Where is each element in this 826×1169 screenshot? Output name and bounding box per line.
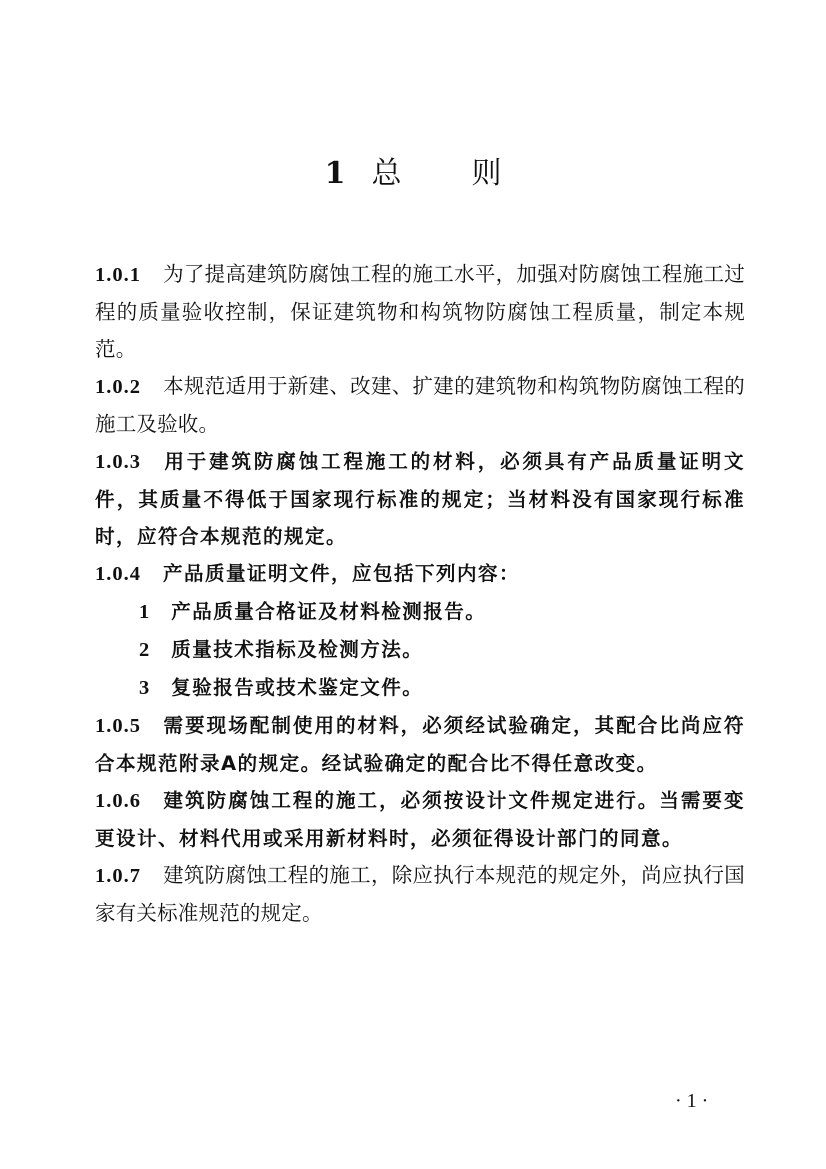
chapter-title-part1: 总: [371, 156, 402, 191]
clause-number: 1.0.3: [95, 451, 141, 473]
clause-text: 本规范适用于新建、改建、扩建的建筑物和构筑物防腐蚀工程的施工及验收。: [95, 374, 745, 436]
clause-text: 建筑防腐蚀工程的施工，必须按设计文件规定进行。当需要变更设计、材料代用或采用新材料时，必须征得设计部门的同意。: [95, 789, 745, 850]
chapter-title-part2: 则: [471, 156, 502, 191]
clauses-body: [95, 256, 745, 932]
clause-number: 1.0.7: [95, 865, 141, 887]
clause-text: 需要现场配制使用的材料，必须经试验确定，其配合比尚应符合本规范附录A的规定。经试验确定的配合比不得任意改变。: [95, 714, 745, 775]
clause-text: 用于建筑防腐蚀工程施工的材料，必须具有产品质量证明文件，其质量不得低于国家现行标准的规定；当材料没有国家现行标准时，应符合本规范的规定。: [95, 450, 745, 548]
item-text: 产品质量合格证及材料检测报告。: [171, 600, 487, 623]
clause-text: 建筑防腐蚀工程的施工，除应执行本规范的规定外，尚应执行国家有关标准规范的规定。: [95, 863, 745, 925]
list-item: [95, 593, 745, 631]
clause-number: 1.0.6: [95, 790, 141, 812]
clause-number: 1.0.1: [95, 264, 141, 286]
list-item: [95, 631, 745, 669]
item-text: 质量技术指标及检测方法。: [171, 638, 424, 661]
clause-1-0-2: [95, 368, 745, 443]
clause-1-0-4: [95, 555, 745, 593]
clause-text: 产品质量证明文件，应包括下列内容：: [163, 562, 521, 585]
clause-text: 为了提高建筑防腐蚀工程的施工水平，加强对防腐蚀工程施工过程的质量验收控制，保证建筑物和构筑物防腐蚀工程质量，制定本规范。: [95, 262, 745, 361]
chapter-title: [0, 148, 826, 192]
clause-number: 1.0.4: [95, 563, 141, 585]
clause-number: 1.0.2: [95, 376, 141, 398]
clause-1-0-6: [95, 782, 745, 857]
item-number: 3: [139, 677, 150, 699]
item-number: 1: [139, 601, 150, 623]
page-number: · 1 ·: [675, 1090, 709, 1112]
clause-1-0-5: [95, 707, 745, 782]
list-item: [95, 669, 745, 707]
clause-1-0-1: [95, 256, 745, 368]
clause-number: 1.0.5: [95, 715, 141, 737]
chapter-number: 1: [324, 156, 346, 191]
item-text: 复验报告或技术鉴定文件。: [171, 676, 424, 699]
item-number: 2: [139, 639, 150, 661]
clause-1-0-7: [95, 857, 745, 932]
clause-1-0-3: [95, 443, 745, 555]
